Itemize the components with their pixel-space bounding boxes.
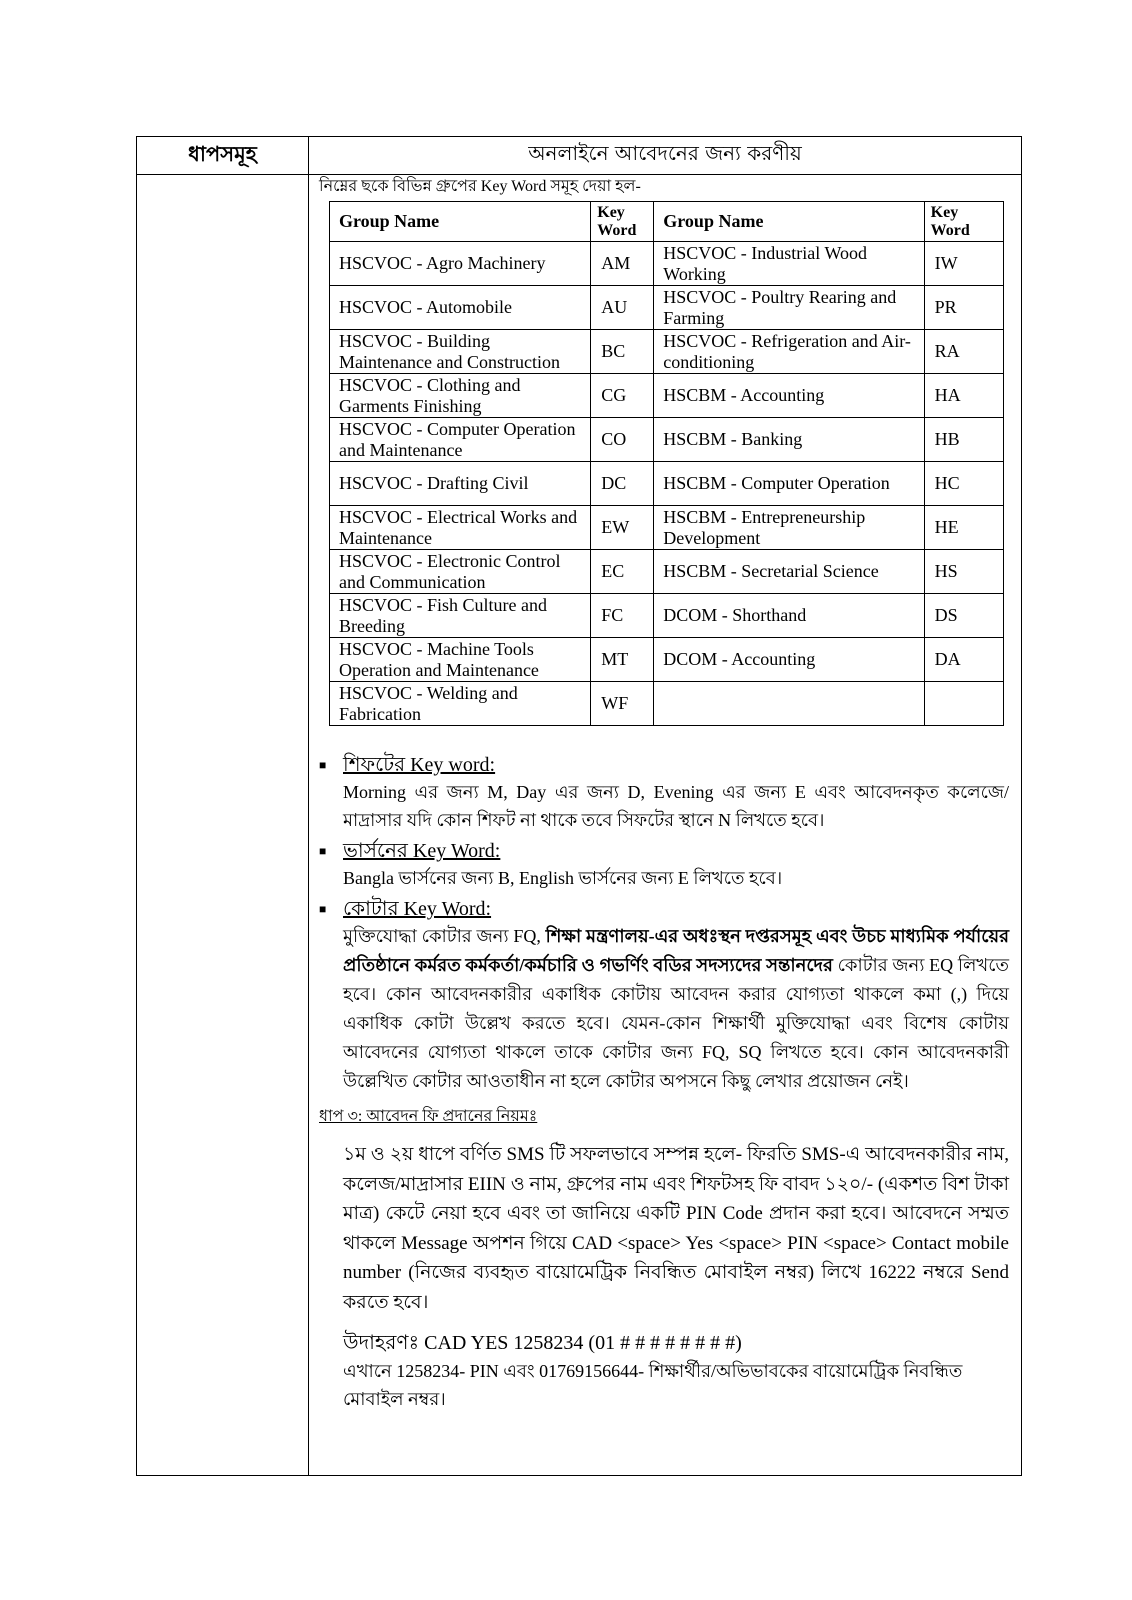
key-word-cell: DS xyxy=(924,594,1003,638)
quota-body-end: কোটার জন্য EQ লিখতে হবে। কোন আবেদনকারীর একাধিক কোটায় আবেদন করার যোগ্যতা থাকলে কমা (,) দিয়ে একাধিক কোটা উল্লেখ করতে হবে। যেমন-কোন শিক্ষার্থী মুক্তিযোদ্ধা এবং বিশেষ কোটায় আবেদনের যোগ্যতা থাকলে তাকে কোটার জন্য FQ, SQ লিখতে হবে। কোন আবেদনকারী উল্লেখিত কোটার আওতাধীন না হলে কোটার অপসনে কিছু লেখার প্রয়োজন নেই। xyxy=(343,955,1009,1091)
key-word-cell: EC xyxy=(591,550,654,594)
group-name-header: Group Name xyxy=(330,202,591,242)
quota-title: কোটার Key Word: xyxy=(343,898,492,920)
key-word-cell: BC xyxy=(591,330,654,374)
table-row xyxy=(330,418,1004,462)
key-word-cell: HA xyxy=(924,374,1003,418)
group-name-cell: HSCVOC - Agro Machinery xyxy=(330,242,591,286)
group-keyword-table xyxy=(329,201,1004,726)
key-word-cell: DC xyxy=(591,462,654,506)
group-name-cell: HSCVOC - Welding and Fabrication xyxy=(330,682,591,726)
steps-table xyxy=(136,136,1022,1476)
quota-body-start: মুক্তিযোদ্ধা কোটার জন্য FQ, xyxy=(343,926,546,946)
column-divider xyxy=(308,137,309,1475)
shift-title: শিফটের Key word: xyxy=(343,754,496,776)
table-body xyxy=(330,242,1004,726)
group-name-cell: HSCVOC - Refrigeration and Air-conditioning xyxy=(654,330,924,374)
key-word-cell: HB xyxy=(924,418,1003,462)
group-name-cell: HSCBM - Accounting xyxy=(654,374,924,418)
version-section xyxy=(319,838,1009,892)
group-name-cell xyxy=(654,682,924,726)
group-name-cell: HSCVOC - Automobile xyxy=(330,286,591,330)
key-word-cell: EW xyxy=(591,506,654,550)
group-name-cell: HSCVOC - Drafting Civil xyxy=(330,462,591,506)
table-row xyxy=(330,462,1004,506)
key-word-cell: MT xyxy=(591,638,654,682)
table-row xyxy=(330,682,1004,726)
square-bullet-icon: ■ xyxy=(319,844,327,858)
key-word-cell: AM xyxy=(591,242,654,286)
group-name-cell: HSCBM - Secretarial Science xyxy=(654,550,924,594)
square-bullet-icon: ■ xyxy=(319,758,327,772)
key-word-cell: HC xyxy=(924,462,1003,506)
group-name-cell: HSCVOC - Building Maintenance and Construction xyxy=(330,330,591,374)
key-word-header: Key Word xyxy=(591,202,654,242)
shift-section xyxy=(319,752,1009,834)
group-name-cell: HSCVOC - Computer Operation and Maintenance xyxy=(330,418,591,462)
quota-section xyxy=(319,896,1009,1096)
table-intro-text: নিম্নের ছকে বিভিন্ন গ্রুপের Key Word সমূহ দেয়া হল- xyxy=(319,178,641,195)
group-name-cell: DCOM - Shorthand xyxy=(654,594,924,638)
table-row xyxy=(330,550,1004,594)
table-row xyxy=(330,374,1004,418)
key-word-cell: PR xyxy=(924,286,1003,330)
step3-example-note: এখানে 1258234- PIN এবং 01769156644- শিক্ষার্থীর/অভিভাবকের বায়োমেট্রিক নিবন্ধিত মোবাইল নম্বর। xyxy=(343,1361,963,1409)
step3-example: উদাহরণঃ CAD YES 1258234 (01 # # # # # # # #) xyxy=(343,1332,742,1354)
table-row xyxy=(330,286,1004,330)
key-word-cell: DA xyxy=(924,638,1003,682)
group-name-cell: HSCVOC - Poultry Rearing and Farming xyxy=(654,286,924,330)
table-row xyxy=(330,594,1004,638)
key-word-header: Key Word xyxy=(924,202,1003,242)
group-name-cell: HSCBM - Banking xyxy=(654,418,924,462)
group-name-cell: HSCBM - Computer Operation xyxy=(654,462,924,506)
square-bullet-icon: ■ xyxy=(319,902,327,916)
quota-body-bold: শিক্ষা মন্ত্রণালয়-এর অধঃস্থন দপ্তরসমূহ এবং উচচ মাধ্যমিক পর্যায়ের প্রতিষ্ঠানে কর্মরত কর্মকর্তা/কর্মচারি ও গভর্ণিং বডির সদস্যদের সন্তানদের xyxy=(343,926,1009,975)
group-name-cell: HSCBM - Entrepreneurship Development xyxy=(654,506,924,550)
group-name-cell: HSCVOC - Industrial Wood Working xyxy=(654,242,924,286)
key-word-cell: FC xyxy=(591,594,654,638)
key-word-cell: CG xyxy=(591,374,654,418)
key-word-cell: AU xyxy=(591,286,654,330)
group-name-header: Group Name xyxy=(654,202,924,242)
table-row xyxy=(330,506,1004,550)
instructions-column-header: অনলাইনে আবেদনের জন্য করণীয় xyxy=(528,141,802,165)
key-word-cell: IW xyxy=(924,242,1003,286)
group-name-cell: HSCVOC - Electrical Works and Maintenance xyxy=(330,506,591,550)
table-row xyxy=(330,242,1004,286)
version-body: Bangla ভার্সনের জন্য B, English ভার্সনের জন্য E লিখতে হবে। xyxy=(343,868,783,888)
version-title: ভার্সনের Key Word: xyxy=(343,840,501,862)
group-name-cell: HSCVOC - Machine Tools Operation and Maintenance xyxy=(330,638,591,682)
group-name-cell: HSCVOC - Clothing and Garments Finishing xyxy=(330,374,591,418)
instructions-cell xyxy=(319,175,1009,1413)
key-word-cell: HS xyxy=(924,550,1003,594)
key-word-cell: HE xyxy=(924,506,1003,550)
steps-column-header: ধাপসমূহ xyxy=(188,141,257,166)
group-name-cell: HSCVOC - Fish Culture and Breeding xyxy=(330,594,591,638)
shift-body: Morning এর জন্য M, Day এর জন্য D, Evening এর জন্য E এবং আবেদনকৃত কলেজে/মাদ্রাসার যদি কোন শিফট না থাকে তবে সিফটের স্থানে N লিখতে হবে। xyxy=(343,782,1009,830)
key-word-cell: RA xyxy=(924,330,1003,374)
table-row xyxy=(330,638,1004,682)
key-word-cell: CO xyxy=(591,418,654,462)
key-word-cell xyxy=(924,682,1003,726)
table-row xyxy=(330,330,1004,374)
table-header-row xyxy=(330,202,1004,242)
key-word-cell: WF xyxy=(591,682,654,726)
group-name-cell: HSCVOC - Electronic Control and Communication xyxy=(330,550,591,594)
step3-body: ১ম ও ২য় ধাপে বর্ণিত SMS টি সফলভাবে সম্পন্ন হলে- ফিরতি SMS-এ আবেদনকারীর নাম, কলেজ/মাদ্রাসার EIIN ও নাম, গ্রুপের নাম এবং শিফটসহ ফি বাবদ ১২০/- (একশত বিশ টাকা মাত্র) কেটে নেয়া হবে এবং তা জানিয়ে একটি PIN Code প্রদান করা হবে। আবেদনে সম্মত থাকলে Message অপশন গিয়ে CAD <space> Yes <space> PIN <space> Contact mobile number (নিজের ব্যবহৃত বায়োমেট্রিক নিবন্ধিত মোবাইল নম্বর) লিখে 16222 নম্বরে Send করতে হবে। xyxy=(343,1144,1009,1313)
group-name-cell: DCOM - Accounting xyxy=(654,638,924,682)
step3-title: ধাপ ৩: আবেদন ফি প্রদানের নিয়মঃ xyxy=(319,1108,538,1125)
quota-body xyxy=(343,922,1009,1096)
